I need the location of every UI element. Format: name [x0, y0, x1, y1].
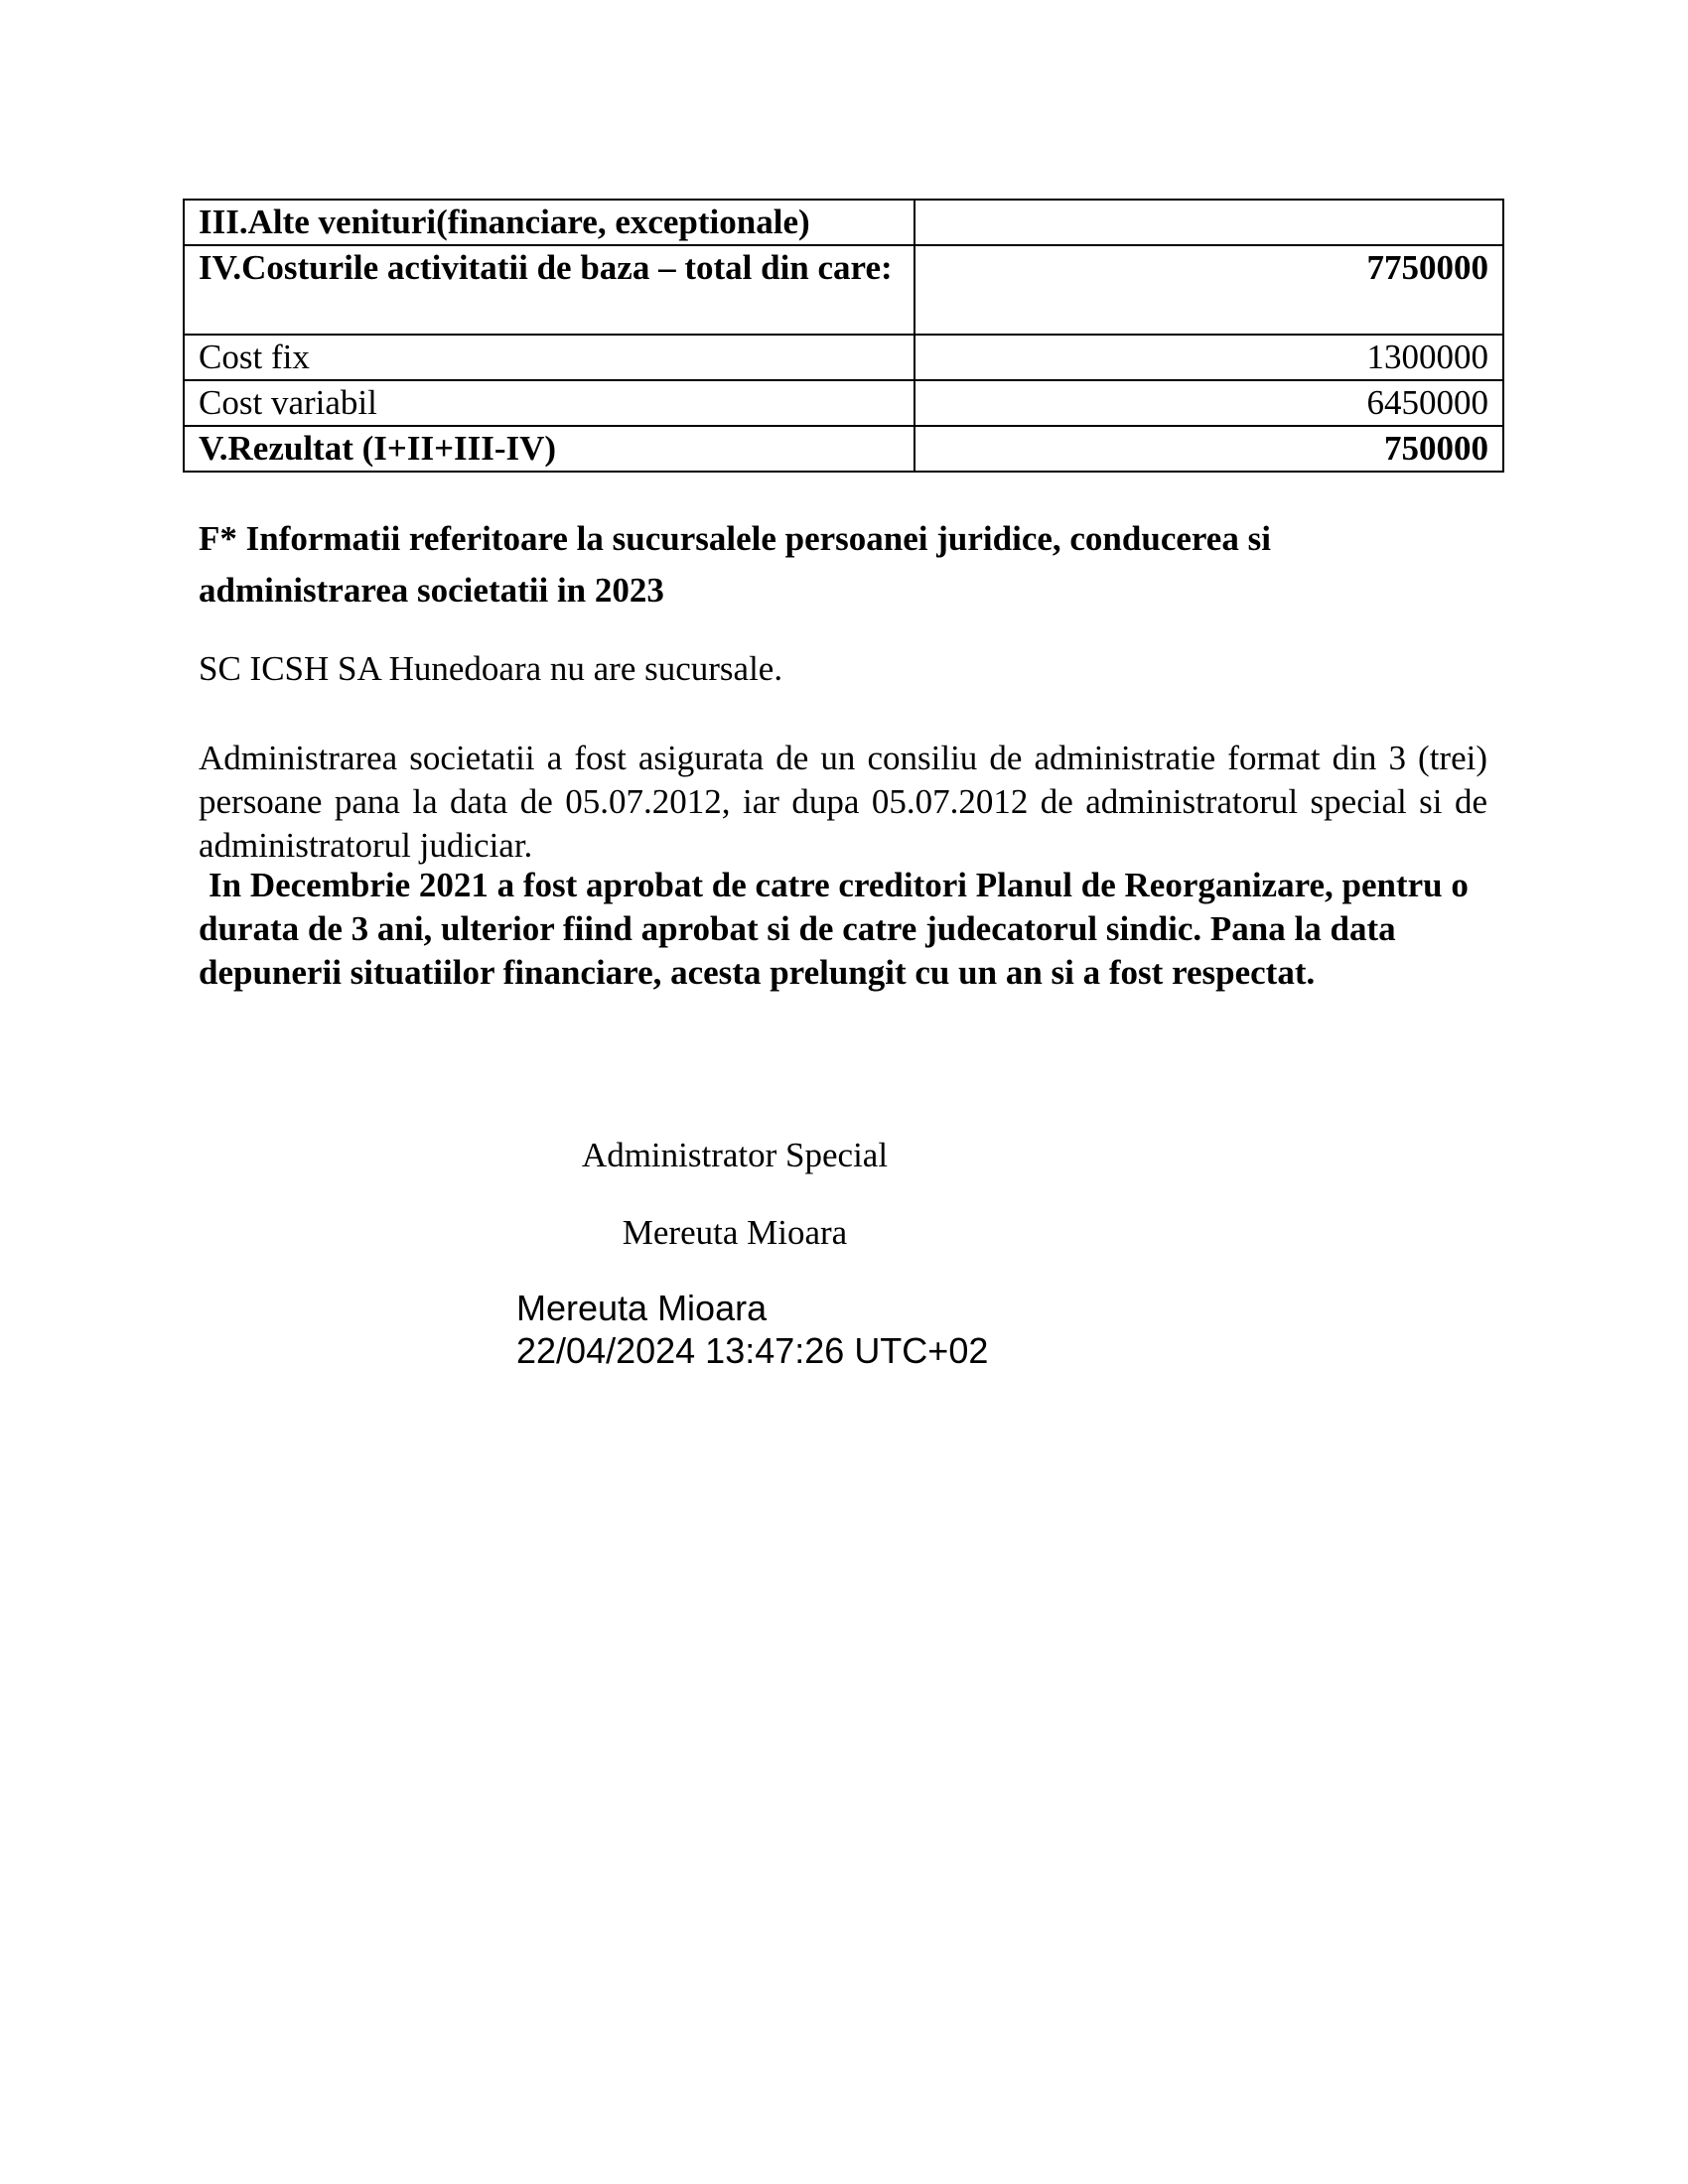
table-row	[184, 200, 1503, 245]
row-value-fixed-cost: 1300000	[914, 335, 1503, 380]
row-label-other-income: III.Alte venituri(financiare, exceptionale)	[184, 200, 914, 245]
row-value-other-income	[914, 200, 1503, 245]
section-title: F* Informatii referitoare la sucursalele persoanei juridice, conducerea si administrarea societatii in 2023	[199, 519, 1271, 610]
digital-signature-name: Mereuta Mioara	[516, 1288, 768, 1328]
row-value-variable-cost: 6450000	[914, 380, 1503, 426]
table-row	[184, 426, 1503, 472]
table-row	[184, 245, 1503, 335]
financial-results-table	[183, 199, 1504, 473]
administration-paragraph: Administrarea societatii a fost asigurata de un consiliu de administratie format din 3 (trei) persoane pana la data de 05.07.2012, iar dupa 05.07.2012 de administratorul special si de administratorul judiciar.	[199, 739, 1487, 865]
row-value-base-costs: 7750000	[914, 245, 1503, 335]
branches-paragraph: SC ICSH SA Hunedoara nu are sucursale.	[199, 649, 783, 688]
digital-signature	[516, 1287, 988, 1372]
table-row	[184, 335, 1503, 380]
row-label-result: V.Rezultat (I+II+III-IV)	[184, 426, 914, 472]
digital-signature-timestamp: 22/04/2024 13:47:26 UTC+02	[516, 1330, 989, 1371]
signature-role: Administrator Special	[581, 1136, 889, 1174]
reorganization-paragraph: In Decembrie 2021 a fost aprobat de catre creditori Planul de Reorganizare, pentru o durata de 3 ani, ulterior fiind aprobat si de catre judecatorul sindic. Pana la data depunerii situatiilor financiare, acesta prelungit cu un an si a fost respectat.	[199, 866, 1469, 992]
row-label-variable-cost: Cost variabil	[184, 380, 914, 426]
signature-name: Mereuta Mioara	[622, 1213, 848, 1252]
table-row	[184, 380, 1503, 426]
row-value-result: 750000	[914, 426, 1503, 472]
row-label-fixed-cost: Cost fix	[184, 335, 914, 380]
row-label-base-costs: IV.Costurile activitatii de baza – total din care:	[184, 245, 914, 335]
